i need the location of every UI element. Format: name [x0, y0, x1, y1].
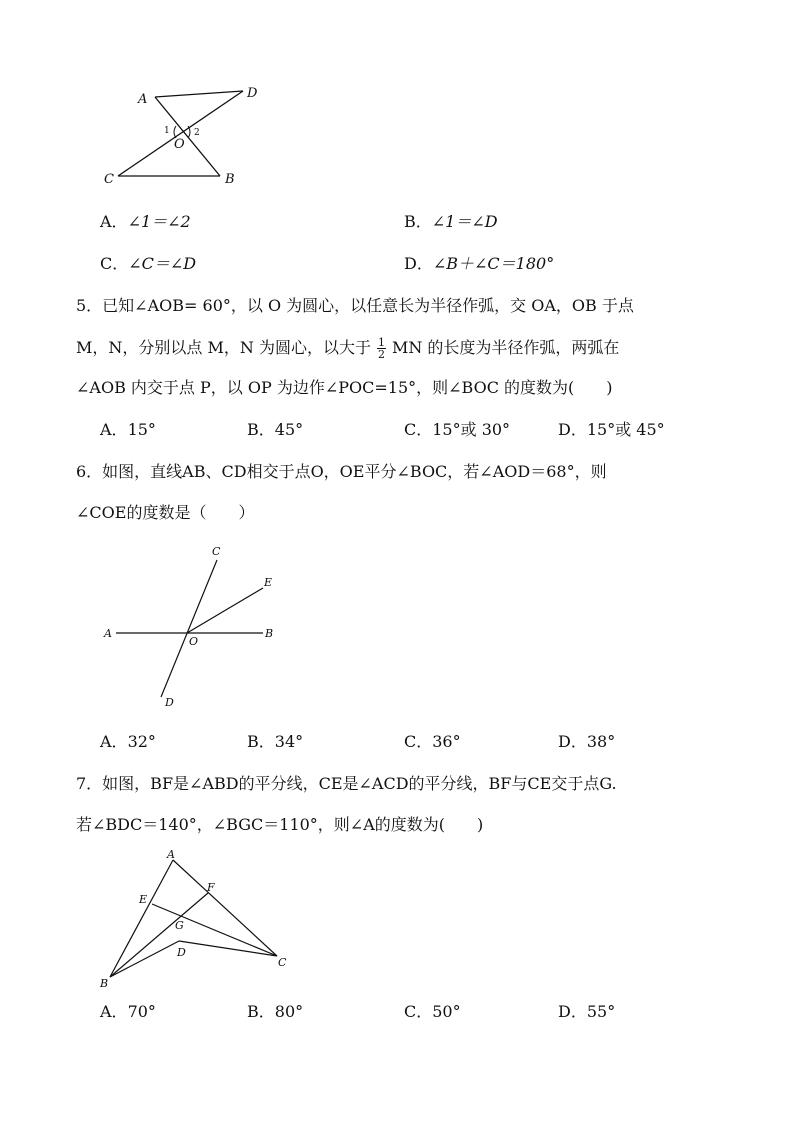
q7-option-a[interactable] [100, 1002, 156, 1022]
q7-option-b[interactable] [247, 1002, 303, 1022]
option-letter: B． [247, 1002, 275, 1021]
label-f: F [207, 881, 215, 894]
label-o: O [189, 635, 199, 648]
option-letter: B． [247, 732, 275, 751]
option-text: 15°或 45° [586, 420, 665, 439]
option-letter: D． [404, 254, 433, 273]
label-b: B [265, 627, 274, 640]
q6-line-1: 6．如图，直线AB、CD相交于点O，OE平分∠BOC，若∠AOD＝68°，则 [76, 462, 607, 481]
option-text: ∠B＋∠C＝180° [432, 254, 555, 273]
ray-oe [187, 588, 263, 633]
q6-option-b[interactable] [247, 732, 303, 752]
label-c: C [212, 545, 221, 558]
option-text: 80° [274, 1002, 304, 1021]
q6-option-d[interactable] [558, 732, 615, 752]
option-letter: C． [404, 732, 433, 751]
q6-option-a[interactable] [100, 732, 156, 752]
q6-option-c[interactable] [404, 732, 461, 752]
segment-ab [110, 860, 173, 977]
option-text: ∠C＝∠D [128, 254, 197, 273]
fraction-denominator: 2 [377, 348, 385, 361]
option-text: 15°或 30° [432, 420, 511, 439]
segment-ac [173, 860, 277, 956]
segment-bf [110, 893, 208, 977]
option-letter: C． [100, 254, 129, 273]
label-a: A [167, 848, 175, 861]
option-text: 50° [432, 1002, 461, 1021]
option-text: 55° [586, 1002, 616, 1021]
label-a: A [138, 92, 148, 107]
q5-line-2-post: MN 的长度为半径作弧，两弧在 [391, 338, 620, 357]
q4-option-b[interactable] [404, 212, 498, 232]
option-text: ∠1＝∠D [431, 212, 498, 231]
label-angle-1: 1 [164, 126, 170, 136]
option-letter: C． [404, 420, 433, 439]
segment-ad [155, 91, 243, 97]
fraction-one-half [377, 337, 386, 360]
option-text: 32° [127, 732, 156, 751]
q4-option-c[interactable] [100, 254, 196, 274]
option-text: 38° [586, 732, 616, 751]
option-letter: D． [558, 1002, 587, 1021]
label-b: B [100, 977, 109, 990]
q5-line-1: 5．已知∠AOB= 60°，以 O 为圆心，以任意长为半径作弧，交 OA，OB 于点 [76, 296, 634, 315]
q7-option-c[interactable] [404, 1002, 461, 1022]
label-d: D [177, 946, 186, 959]
option-letter: B． [247, 420, 275, 439]
q5-option-d[interactable] [558, 420, 665, 440]
label-a: A [104, 627, 112, 640]
label-c: C [104, 172, 114, 187]
label-e: E [264, 576, 273, 589]
q6-line-2: ∠COE的度数是（ ） [76, 503, 255, 522]
label-b: B [225, 172, 235, 187]
q7-line-1: 7．如图，BF是∠ABD的平分线，CE是∠ACD的平分线，BF与CE交于点G. [76, 774, 617, 793]
label-e: E [139, 893, 148, 906]
q5-line-2 [76, 337, 619, 360]
label-c: C [278, 956, 287, 969]
q5-option-b[interactable] [247, 420, 303, 440]
segment-ab [155, 97, 220, 176]
label-o: O [174, 137, 185, 152]
option-letter: B． [404, 212, 432, 231]
option-letter: A． [100, 1002, 128, 1021]
option-text: 15° [127, 420, 156, 439]
option-letter: C． [404, 1002, 433, 1021]
option-text: 34° [274, 732, 304, 751]
figure-q6 [95, 540, 295, 715]
figure-q4 [100, 80, 270, 190]
option-letter: A． [100, 420, 128, 439]
segment-ec [152, 904, 277, 956]
label-d: D [247, 86, 258, 101]
segment-dc [179, 941, 277, 956]
q7-line-2: 若∠BDC＝140°，∠BGC＝110°，则∠A的度数为( ) [76, 815, 484, 834]
q4-option-d[interactable] [404, 254, 554, 274]
q5-option-c[interactable] [404, 420, 510, 440]
option-text: 70° [127, 1002, 156, 1021]
q5-line-3: ∠AOB 内交于点 P，以 OP 为边作∠POC=15°，则∠BOC 的度数为( ) [76, 378, 613, 397]
option-letter: A． [100, 212, 128, 231]
q7-option-d[interactable] [558, 1002, 615, 1022]
label-angle-2: 2 [194, 128, 200, 138]
label-g: G [175, 919, 184, 932]
q5-line-2-pre: M，N，分别以点 M，N 为圆心，以大于 [76, 338, 371, 357]
option-letter: A． [100, 732, 128, 751]
label-d: D [165, 696, 174, 709]
segment-dc [118, 91, 243, 176]
option-letter: D． [558, 420, 587, 439]
figure-q7 [95, 845, 305, 995]
q4-option-a[interactable] [100, 212, 191, 232]
option-text: 36° [432, 732, 461, 751]
line-cd [161, 560, 217, 697]
fraction-numerator: 1 [377, 336, 385, 349]
option-text: ∠1＝∠2 [127, 212, 191, 231]
q5-option-a[interactable] [100, 420, 156, 440]
option-letter: D． [558, 732, 587, 751]
option-text: 45° [274, 420, 304, 439]
